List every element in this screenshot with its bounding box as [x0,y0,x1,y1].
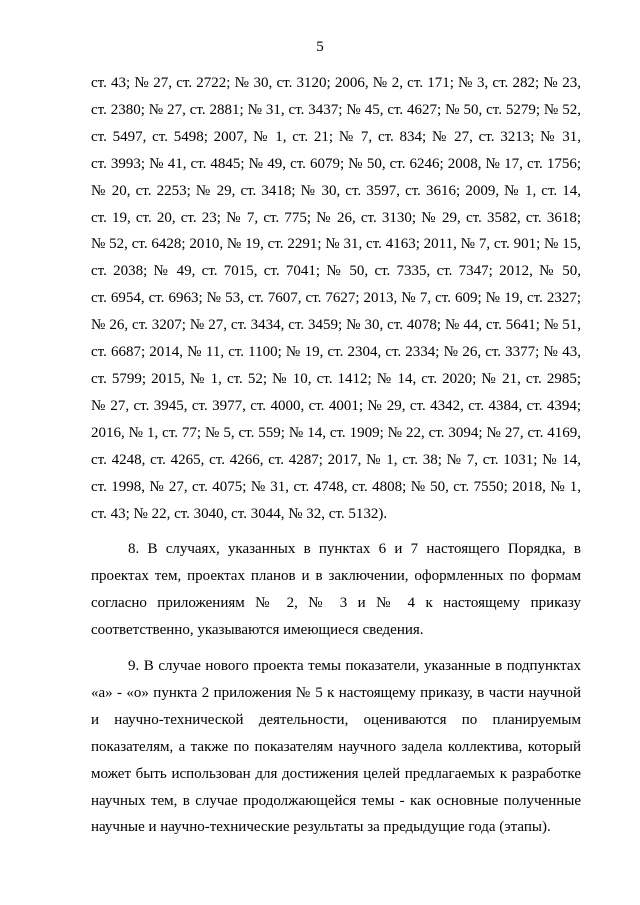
references-line: ст. 43; № 27, ст. 2722; № 30, ст. 3120; 2006, № 2, ст. 171; № 3, ст. 282; № 23, [91,75,581,91]
references-line: ст. 6954, ст. 6963; № 53, ст. 7607, ст. 7627; 2013, № 7, ст. 609; № 19, ст. 2327; [91,290,581,307]
paragraph-line: 9. В случае нового проекта темы показатели, указанные в подпунктах [128,658,581,675]
paragraph-line: может быть использован для достижения целей предлагаемых к разработке [91,765,581,782]
references-block [91,70,581,527]
references-line: 2016, № 1, ст. 77; № 5, ст. 559; № 14, ст. 1909; № 22, ст. 3094; № 27, ст. 4169, [91,424,581,441]
references-line: ст. 2380; № 27, ст. 2881; № 31, ст. 3437; № 45, ст. 4627; № 50, ст. 5279; № 52, [91,101,581,118]
paragraph-9 [91,653,581,841]
references-line: ст. 19, ст. 20, ст. 23; № 7, ст. 775; № 26, ст. 3130; № 29, ст. 3582, ст. 3618; [91,209,581,226]
references-line: ст. 5799; 2015, № 1, ст. 52; № 10, ст. 1412; № 14, ст. 2020; № 21, ст. 2985; [91,370,581,387]
references-line: ст. 43; № 22, ст. 3040, ст. 3044, № 32, ст. 5132). [91,505,388,522]
paragraph-line: соответственно, указываются имеющиеся сведения. [91,622,424,639]
references-line: № 26, ст. 3207; № 27, ст. 3434, ст. 3459; № 30, ст. 4078; № 44, ст. 5641; № 51, [91,317,581,334]
paragraph-line: «а» - «о» пункта 2 приложения № 5 к настоящему приказу, в части научной [91,684,581,701]
paragraph-spacer [91,644,581,653]
page-number: 5 [316,39,324,55]
references-line: № 27, ст. 3945, ст. 3977, ст. 4000, ст. 4001; № 29, ст. 4342, ст. 4384, ст. 4394; [91,397,581,414]
references-line: № 52, ст. 6428; 2010, № 19, ст. 2291; № 31, ст. 4163; 2011, № 7, ст. 901; № 15, [91,236,581,253]
paragraph-line: научных тем, в случае продолжающейся темы - как основные полученные [91,792,581,809]
references-line: ст. 6687; 2014, № 11, ст. 1100; № 19, ст. 2304, ст. 2334; № 26, ст. 3377; № 43, [91,344,581,361]
references-line: ст. 2038; № 49, ст. 7015, ст. 7041; № 50, ст. 7335, ст. 7347; 2012, № 50, [91,263,581,280]
references-line: № 20, ст. 2253; № 29, ст. 3418; № 30, ст. 3597, ст. 3616; 2009, № 1, ст. 14, [91,182,581,199]
paragraph-spacer [91,527,581,536]
paragraph-8 [91,536,581,644]
references-line: ст. 3993; № 41, ст. 4845; № 49, ст. 6079; № 50, ст. 6246; 2008, № 17, ст. 1756; [91,155,581,172]
paragraph-line: показателям, а также по показателям научного задела коллектива, который [91,738,581,755]
references-line: ст. 4248, ст. 4265, ст. 4266, ст. 4287; 2017, № 1, ст. 38; № 7, ст. 1031; № 14, [91,451,581,468]
paragraph-line: 8. В случаях, указанных в пунктах 6 и 7 настоящего Порядка, в [128,541,581,558]
references-line: ст. 5497, ст. 5498; 2007, № 1, ст. 21; № 7, ст. 834; № 27, ст. 3213; № 31, [91,128,581,145]
paragraph-line: и научно-технической деятельности, оцениваются по планируемым [91,711,581,728]
paragraph-line: научные и научно-технические результаты за предыдущие года (этапы). [91,819,551,836]
paragraph-line: проектах тем, проектах планов и в заключении, оформленных по формам [91,568,581,585]
references-line: ст. 1998, № 27, ст. 4075; № 31, ст. 4748, ст. 4808; № 50, ст. 7550; 2018, № 1, [91,478,581,495]
document-body [91,70,581,841]
paragraph-line: согласно приложениям № 2, № 3 и № 4 к настоящему приказу [91,595,581,612]
